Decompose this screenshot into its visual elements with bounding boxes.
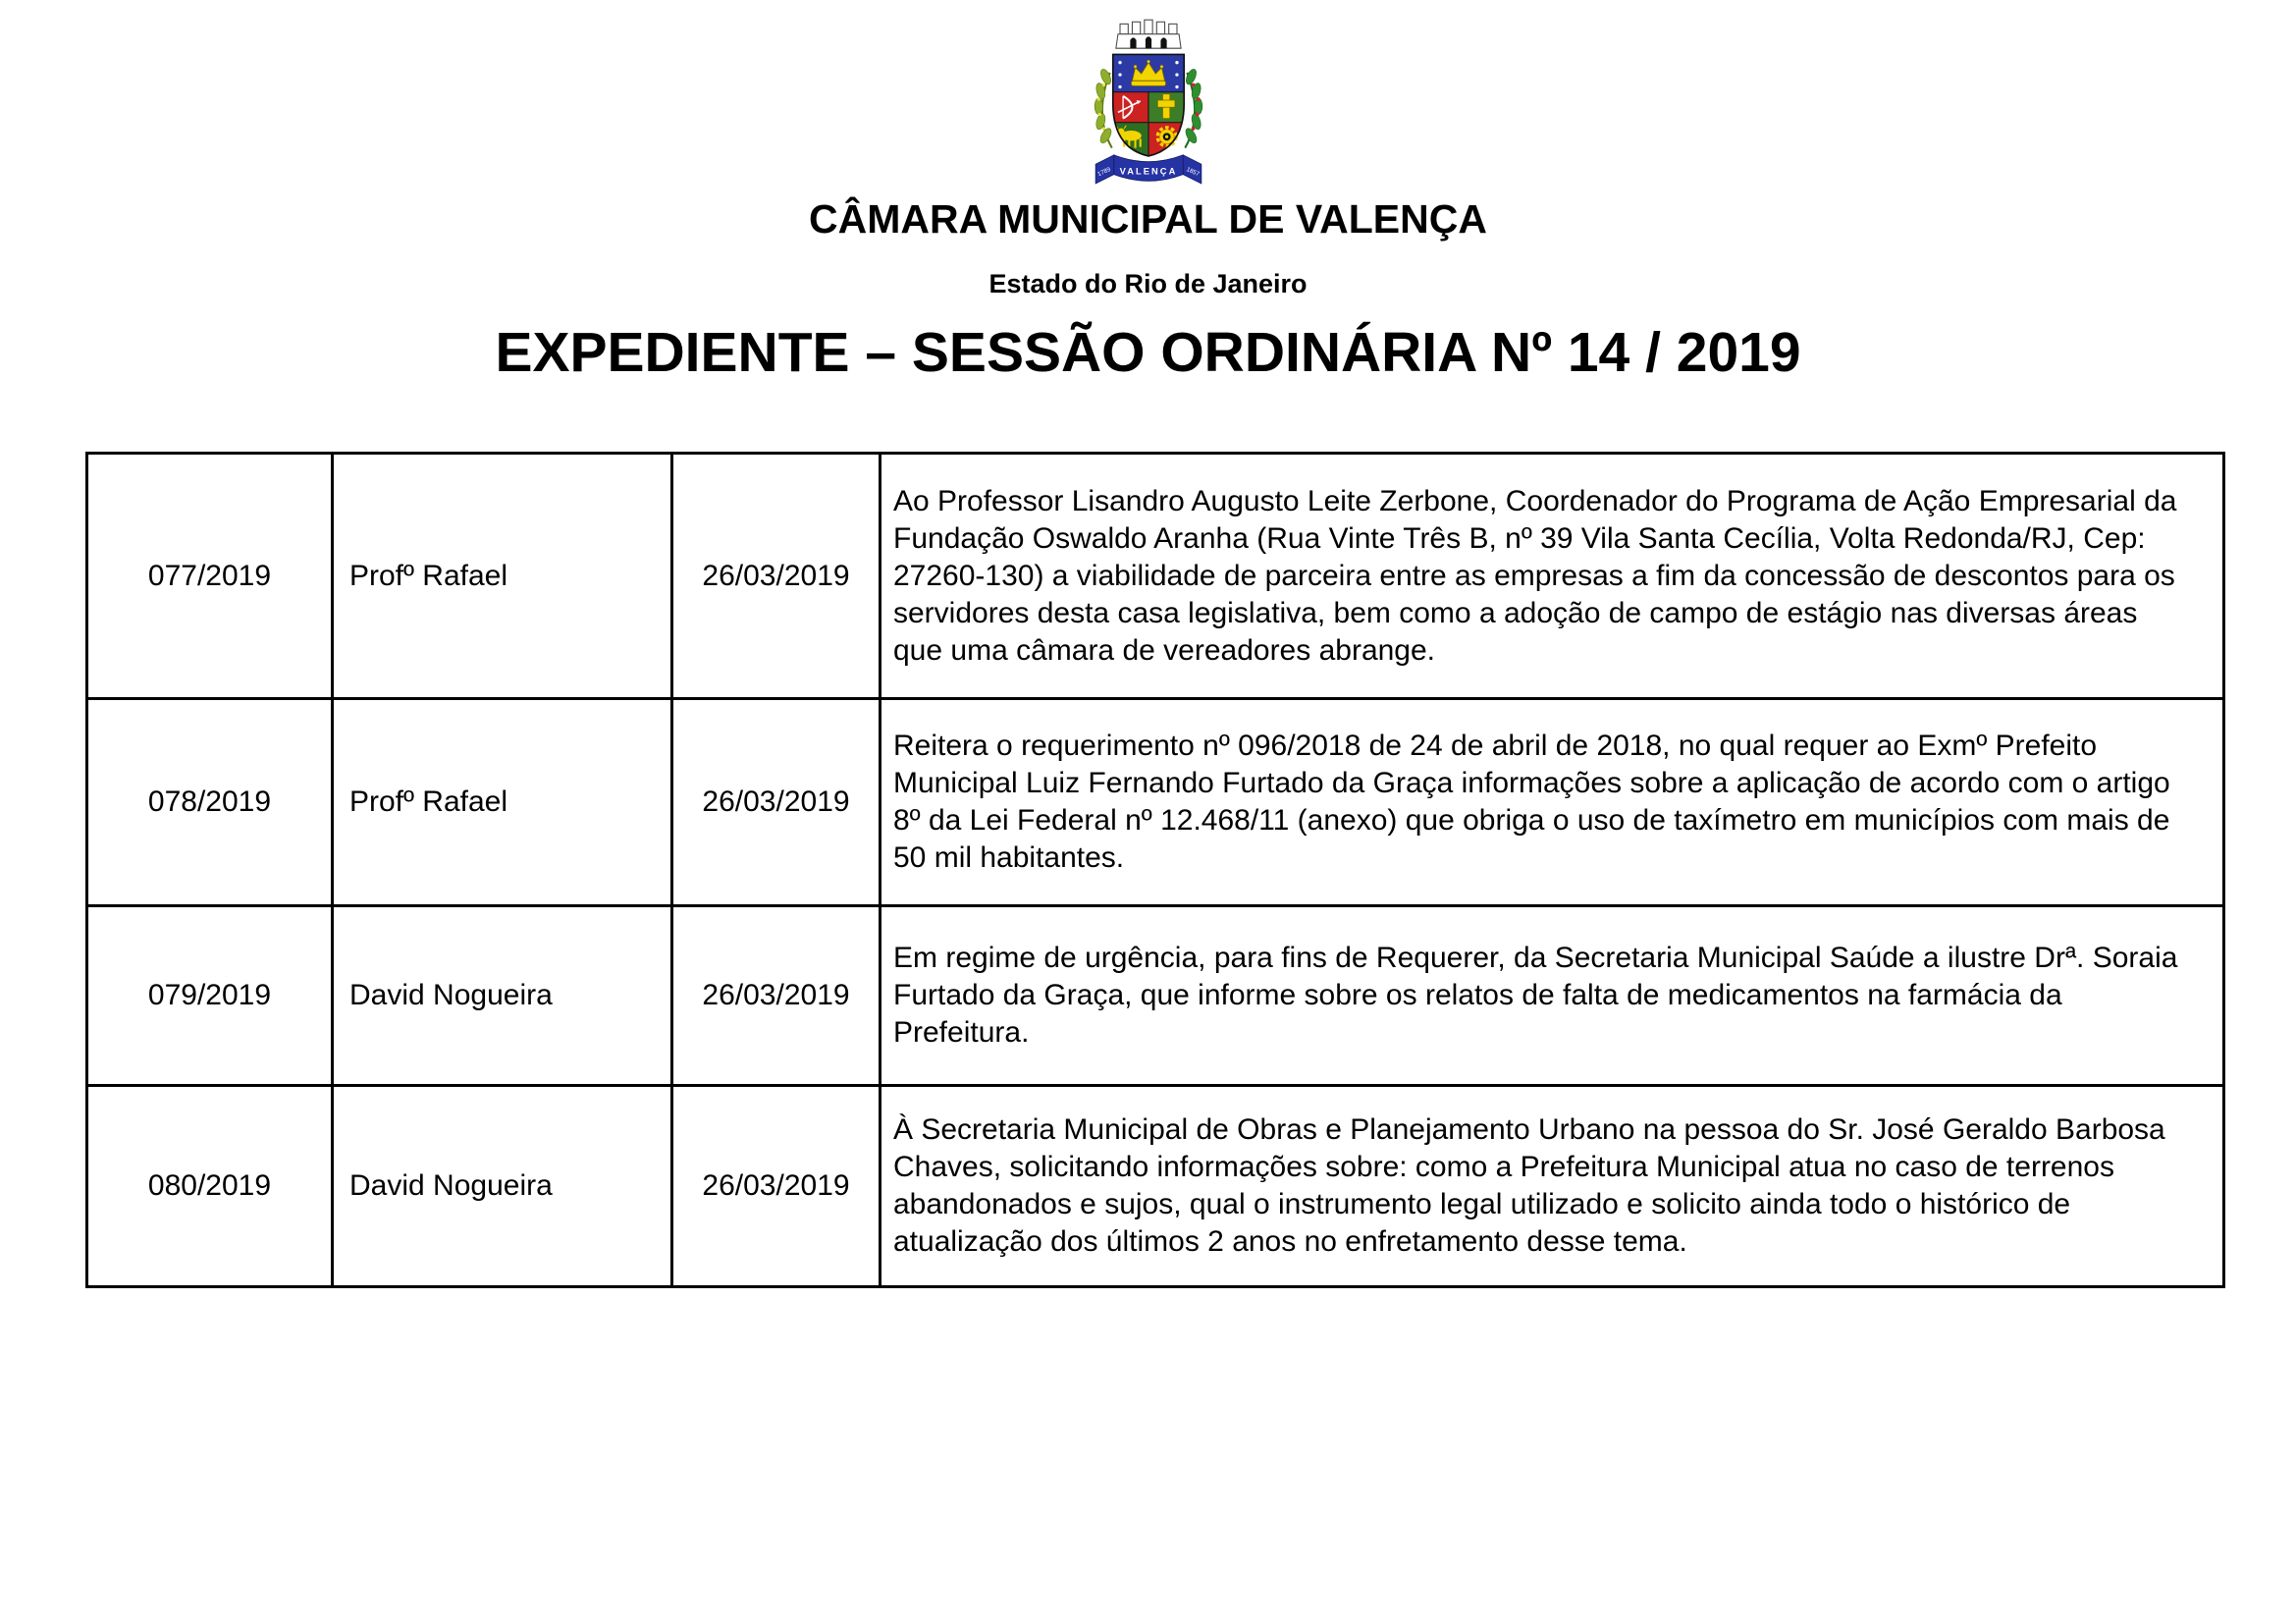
requerimento-number: 080/2019 bbox=[87, 1086, 333, 1287]
requerimento-date: 26/03/2019 bbox=[672, 1086, 881, 1287]
requerimento-text: Reitera o requerimento nº 096/2018 de 24 de abril de 2018, no qual requer ao Exmº Prefeito Municipal Luiz Fernando Furtado da Graça informações sobre a aplicação de acordo com o artigo 8º da Lei Federal nº 12.468/11 (anexo) que obriga o uso de taxímetro em municípios com mais de 50 mil habitantes. bbox=[881, 699, 2224, 906]
left-branch bbox=[1095, 68, 1113, 148]
table-row bbox=[87, 699, 2224, 906]
requerimento-author: Profº Rafael bbox=[333, 454, 672, 699]
ribbon-year-right: 1857 bbox=[1184, 166, 1201, 179]
ribbon-year-left: 1789 bbox=[1095, 166, 1112, 179]
city-crest-icon bbox=[1076, 14, 1221, 187]
requerimento-date: 26/03/2019 bbox=[672, 699, 881, 906]
requerimento-author: David Nogueira bbox=[333, 906, 672, 1086]
requerimento-text: À Secretaria Municipal de Obras e Planejamento Urbano na pessoa do Sr. José Geraldo Barbosa Chaves, solicitando informações sobre: como a Prefeitura Municipal atua no caso de terrenos abandonados e sujos, qual o instrumento legal utilizado e solicito ainda todo o histórico de atualização dos últimos 2 anos no enfretamento desse tema. bbox=[881, 1086, 2224, 1287]
right-branch bbox=[1183, 68, 1201, 148]
page-title: EXPEDIENTE – SESSÃO ORDINÁRIA Nº 14 / 2019 bbox=[495, 321, 1801, 384]
requerimento-author: David Nogueira bbox=[333, 1086, 672, 1287]
requerimento-number: 078/2019 bbox=[87, 699, 333, 906]
ribbon bbox=[1095, 155, 1201, 184]
requerimento-date: 26/03/2019 bbox=[672, 454, 881, 699]
requerimento-date: 26/03/2019 bbox=[672, 906, 881, 1086]
state-subtitle: Estado do Rio de Janeiro bbox=[988, 269, 1308, 298]
requerimento-number: 079/2019 bbox=[87, 906, 333, 1086]
requerimento-text: Em regime de urgência, para fins de Requerer, da Secretaria Municipal Saúde a ilustre Drª. Soraia Furtado da Graça, que informe sobre os relatos de falta de medicamentos na farmácia da Prefeitura. bbox=[881, 906, 2224, 1086]
requerimento-author: Profº Rafael bbox=[333, 699, 672, 906]
organization-title: CÂMARA MUNICIPAL DE VALENÇA bbox=[809, 196, 1487, 242]
table-row bbox=[87, 1086, 2224, 1287]
requerimento-number: 077/2019 bbox=[87, 454, 333, 699]
table-row bbox=[87, 906, 2224, 1086]
table-row bbox=[87, 454, 2224, 699]
requerimento-text: Ao Professor Lisandro Augusto Leite Zerbone, Coordenador do Programa de Ação Empresarial da Fundação Oswaldo Aranha (Rua Vinte Três B, nº 39 Vila Santa Cecília, Volta Redonda/RJ, Cep: 27260-130) a viabilidade de parceira entre as empresas a fim da concessão de descontos para os servidores desta casa legislativa, bem como a adoção de campo de estágio nas diversas áreas que uma câmara de vereadores abrange. bbox=[881, 454, 2224, 699]
expediente-table bbox=[85, 452, 2225, 1288]
ribbon-city-name: VALENÇA bbox=[1119, 166, 1177, 177]
